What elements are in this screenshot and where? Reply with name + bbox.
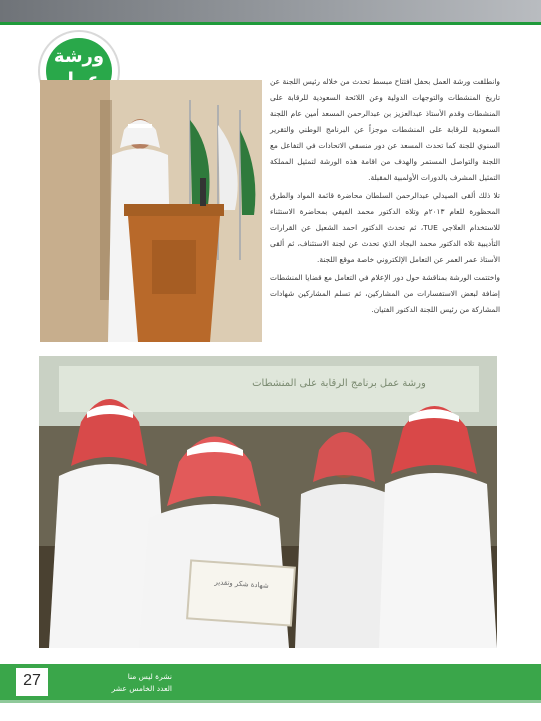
speaker-photo — [40, 80, 262, 342]
ceremony-banner-text: ورشة عمل برنامج الرقابة على المنشطات — [252, 378, 426, 389]
article-paragraph-3: واختتمت الورشة بمناقشة حول دور الإعلام في التعامل مع قضايا المنشطات إضافة لبعض الاستفسارات من المشاركين، ثم تسلم المشاركين شهادات المشاركة من رئيس اللجنة الدكتور الفتيان. — [270, 273, 500, 314]
magazine-name: نشرة ليس منا — [127, 672, 172, 681]
ceremony-photo-illustration — [39, 356, 497, 648]
header-stripe — [0, 22, 541, 25]
footer-line — [0, 700, 541, 703]
article-paragraph-2: تلا ذلك ألقى الصيدلي عبدالرحمن السلطان محاضرة قائمة المواد والطرق المحظورة للعام ٢٠١٣م وتلاه الدكتور محمد الفيفي بمحاضرة الاستثناء للاستخدام العلاجي TUE، ثم تحدث الدكتور احمد الشعيل عن القرارات التأديبية تلاه الدكتور محمد البجاد الذي تحدث عن لجنة الاستئناف، ثم ألقى الأستاذ عمر العمر عن التعامل الإلكتروني خاصة موقع اللجنة. — [270, 191, 500, 264]
article-paragraph-1: وانطلقت ورشة العمل بحفل افتتاح مبسط تحدث من خلاله رئيس اللجنة عن تاريخ المنشطات والتوجهات الدولية وعن اللائحة السعودية للرقابة على المنشطات وقدم الأستاذ عبدالعزيز بن عبدالرحمن المسعد أمين عام اللجنة السعودية للرقابة على المنشطات موجزاً عن البرنامج الوطني والتقرير السنوي للجنة كما تحدث المسعد عن دور منسقي الاتحادات في التفاعل مع اللجنة والتواصل المستمر والهدف من اقامة هذه الورشة لتمثيل المملكة التمثيل المشرف بالدورات الأولمبية المقبلة. — [270, 77, 500, 182]
article-body — [270, 74, 500, 349]
page-number: 27 — [23, 672, 41, 689]
certificate-text: شهادة شكر وتقدير — [214, 578, 270, 590]
badge-line1: ورشة — [53, 46, 105, 67]
issue-number: العدد الخامس عشر — [111, 684, 172, 693]
speaker-photo-illustration — [40, 80, 262, 342]
header-bar — [0, 0, 541, 24]
footer-bar — [0, 664, 541, 700]
ceremony-photo — [39, 356, 497, 648]
